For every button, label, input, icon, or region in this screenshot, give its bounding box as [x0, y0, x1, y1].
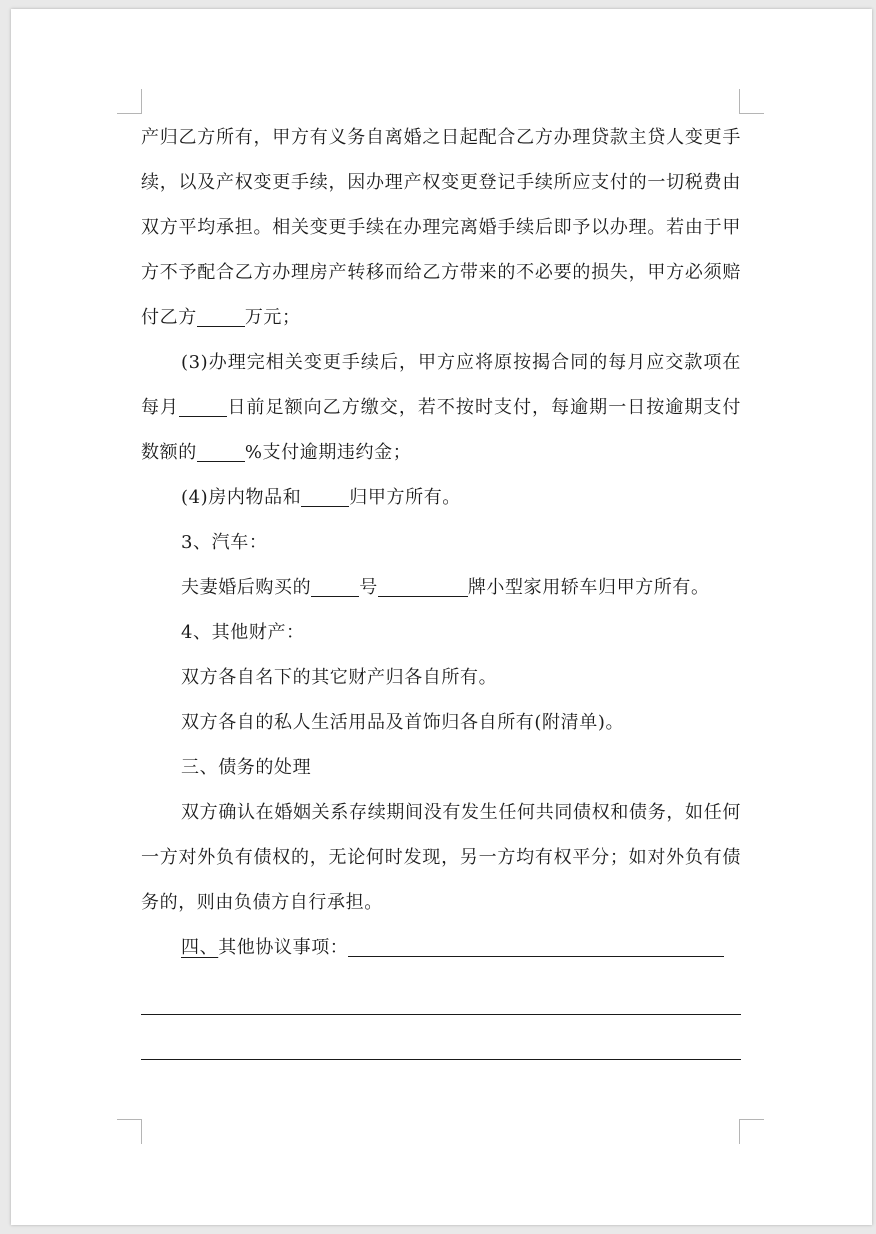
paragraph-text: 号	[359, 577, 378, 598]
paragraph-property-transfer	[141, 115, 741, 340]
section-number: 四、	[181, 937, 219, 958]
heading-other-property: 4、其他财产：	[181, 622, 305, 643]
blank-car-brand[interactable]	[378, 574, 468, 597]
paragraph-text: 归甲方所有。	[349, 487, 461, 508]
paragraph-text: 夫妻婚后购买的	[181, 577, 312, 598]
blank-household-items[interactable]	[301, 484, 349, 507]
paragraph-own-property: 双方各自名下的其它财产归各自所有。	[181, 667, 498, 688]
paragraph-text: 产归乙方所有，甲方有义务自离婚之日起配合乙方办理贷款主贷人变更手续，以及产权变更手续，因办理产权变更登记手续所应支付的一切税费由双方平均承担。相关变更手续在办理完离婚手续后即予以办理。若由于甲方不予配合乙方办理房产转移而给乙方带来的不必要的损失，甲方必须赔付乙方	[141, 127, 741, 328]
blank-other-agreements[interactable]	[348, 934, 724, 957]
blank-compensation-amount[interactable]	[197, 304, 245, 327]
paragraph-text: (4)房内物品和	[181, 487, 302, 508]
paragraph-text: 牌小型家用轿车归甲方所有。	[467, 577, 710, 598]
paragraph-item-4	[141, 475, 741, 520]
document-body	[141, 115, 741, 1060]
heading-debts: 三、债务的处理	[181, 757, 312, 778]
margin-mark-bottom-left	[117, 1119, 142, 1144]
paragraph-text: %支付逾期违约金；	[244, 442, 412, 463]
heading-other-agreements	[141, 925, 741, 970]
margin-mark-top-left	[117, 89, 142, 114]
paragraph-text: 日前足额向乙方缴交，若不按时支付，每逾期一日按逾期支付数额的	[141, 397, 742, 463]
paragraph-personal-items: 双方各自的私人生活用品及首饰归各自所有(附清单)。	[181, 712, 625, 733]
blank-payment-day[interactable]	[179, 394, 227, 417]
paragraph-car	[141, 565, 741, 610]
paragraph-debts: 双方确认在婚姻关系存续期间没有发生任何共同债权和债务，如任何一方对外负有债权的，无论何时发现，另一方均有权平分；如对外负有债务的，则由负债方自行承担。	[141, 802, 741, 913]
paragraph-text: 其他协议事项：	[218, 937, 349, 958]
blank-car-number[interactable]	[311, 574, 359, 597]
paragraph-text: (3)办理完相关变更手续后，甲方应将原按揭合同的每月应交款项在每月	[141, 352, 741, 418]
heading-car: 3、汽车：	[181, 532, 268, 553]
margin-mark-top-right	[739, 89, 764, 114]
blank-line-1[interactable]	[141, 970, 741, 1015]
paragraph-item-3	[141, 340, 741, 475]
paragraph-text: 万元；	[244, 307, 301, 328]
blank-penalty-percent[interactable]	[197, 439, 245, 462]
document-page	[11, 9, 872, 1225]
margin-mark-bottom-right	[739, 1119, 764, 1144]
blank-line-2[interactable]	[141, 1015, 741, 1060]
